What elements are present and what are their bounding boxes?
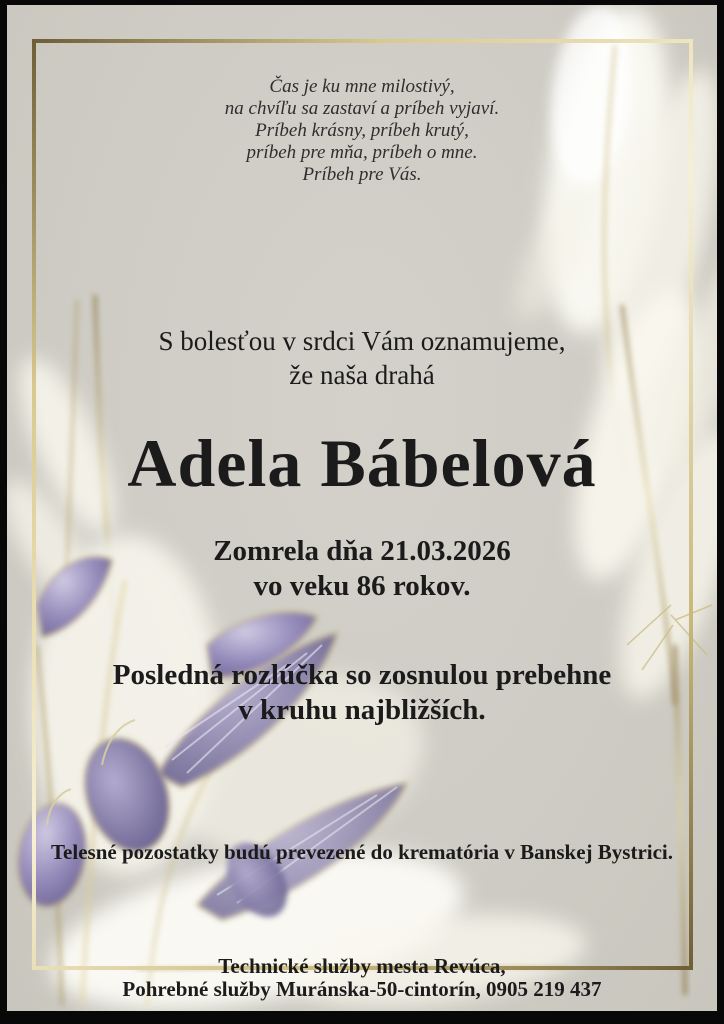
farewell-text — [7, 658, 717, 728]
flower-bottom-left-icon — [10, 535, 591, 1011]
announcement-line: že naša drahá — [289, 360, 435, 390]
deceased-name: Adela Bábelová — [127, 425, 597, 501]
death-info — [7, 534, 717, 604]
poem-line: na chvíľu sa zastaví a príbeh vyjaví. — [224, 98, 500, 119]
funeral-service-footer — [7, 955, 717, 1001]
poem-line: Príbeh pre Vás. — [302, 164, 422, 185]
footer-line: Technické služby mesta Revúca, — [218, 954, 506, 978]
poem-line: príbeh pre mňa, príbeh o mne. — [246, 142, 478, 163]
notice-canvas — [7, 5, 717, 1011]
transport-notice: Telesné pozostatky budú prevezené do krematória v Banskej Bystrici. — [50, 840, 674, 864]
announcement-line: S bolesťou v srdci Vám oznamujeme, — [158, 326, 566, 356]
poem-line: Čas je ku mne milostivý, — [269, 76, 455, 97]
announcement-text — [7, 324, 717, 392]
farewell-line: v kruhu najbližších. — [238, 694, 486, 726]
footer-line: Pohrebné služby Muránska-50-cintorín, 0905 219 437 — [122, 977, 602, 1001]
death-date-line: Zomrela dňa 21.03.2026 — [213, 535, 511, 567]
opening-poem — [7, 76, 717, 186]
poem-line: Príbeh krásny, príbeh krutý, — [255, 120, 469, 141]
death-age-line: vo veku 86 rokov. — [253, 570, 471, 602]
farewell-line: Posledná rozlúčka so zosnulou prebehne — [112, 659, 612, 691]
